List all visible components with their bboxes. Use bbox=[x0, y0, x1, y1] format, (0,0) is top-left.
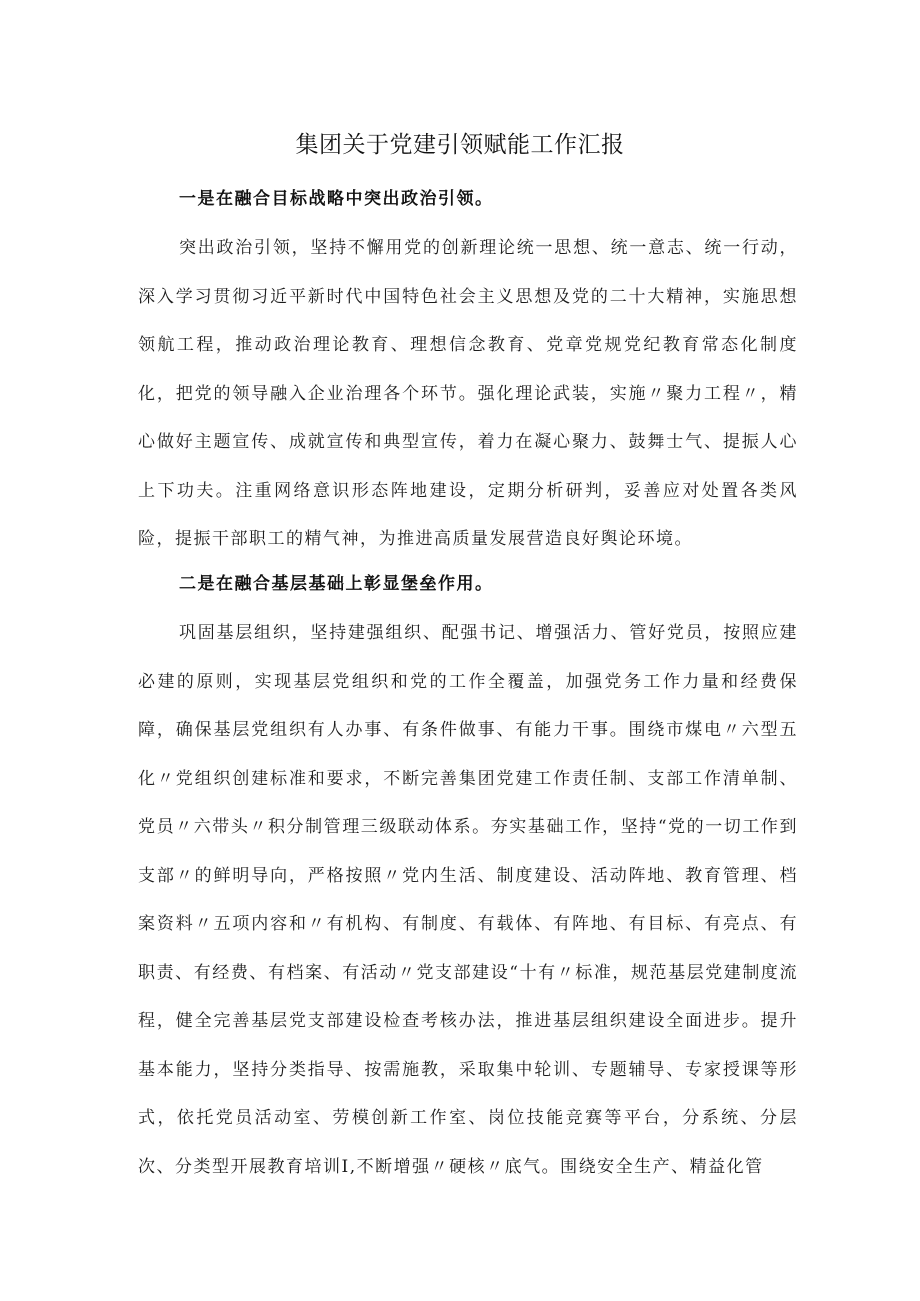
section-heading-grassroots-fortress: 二是在融合基层基础上彰显堡垒作用。 bbox=[179, 574, 494, 594]
section-heading-political-leadership: 一是在融合目标战略中突出政治引领。 bbox=[179, 189, 494, 209]
document-title: 集团关于党建引领赋能工作汇报 bbox=[295, 132, 625, 158]
section-body-political-leadership: 突出政治引领，坚持不懈用党的创新理论统一思想、统一意志、统一行动，深入学习贯彻习近平新时代中国特色社会主义思想及党的二十大精神，实施思想领航工程，推动政治理论教育、理想信念教育、党章党规党纪教育常态化制度化，把党的领导融入企业治理各个环节。强化理论武装，实施〃聚力工程〃，精心做好主题宣传、成就宣传和典型宣传，着力在凝心聚力、鼓舞士气、提振人心上下功夫。注重网络意识形态阵地建设，定期分析研判，妥善应对处置各类风险，提振干部职工的精气神，为推进高质量发展营造良好舆论环境。 bbox=[138, 238, 798, 549]
section-body-grassroots-fortress: 巩固基层组织，坚持建强组织、配强书记、增强活力、管好党员，按照应建必建的原则，实现基层党组织和党的工作全覆盖，加强党务工作力量和经费保障，确保基层党组织有人办事、有条件做事、有能力干事。围绕市煤电〃六型五化〃党组织创建标准和要求，不断完善集团党建工作责任制、支部工作清单制、党员〃六带头〃积分制管理三级联动体系。夯实基础工作，坚持“党的一切工作到支部〃的鲜明导向，严格按照〃党内生活、制度建设、活动阵地、教育管理、档案资料〃五项内容和〃有机构、有制度、有载体、有阵地、有目标、有亮点、有职责、有经费、有档案、有活动〃党支部建设“十有〃标准，规范基层党建制度流程，健全完善基层党支部建设检查考核办法，推进基层组织建设全面进步。提升基本能力，坚持分类指导、按需施教，采取集中轮训、专题辅导、专家授课等形式，依托党员活动室、劳模创新工作室、岗位技能竞赛等平台，分系统、分层次、分类型开展教育培训Ⅰ,不断增强〃硬核〃底气。围绕安全生产、精益化管 bbox=[138, 623, 798, 1177]
